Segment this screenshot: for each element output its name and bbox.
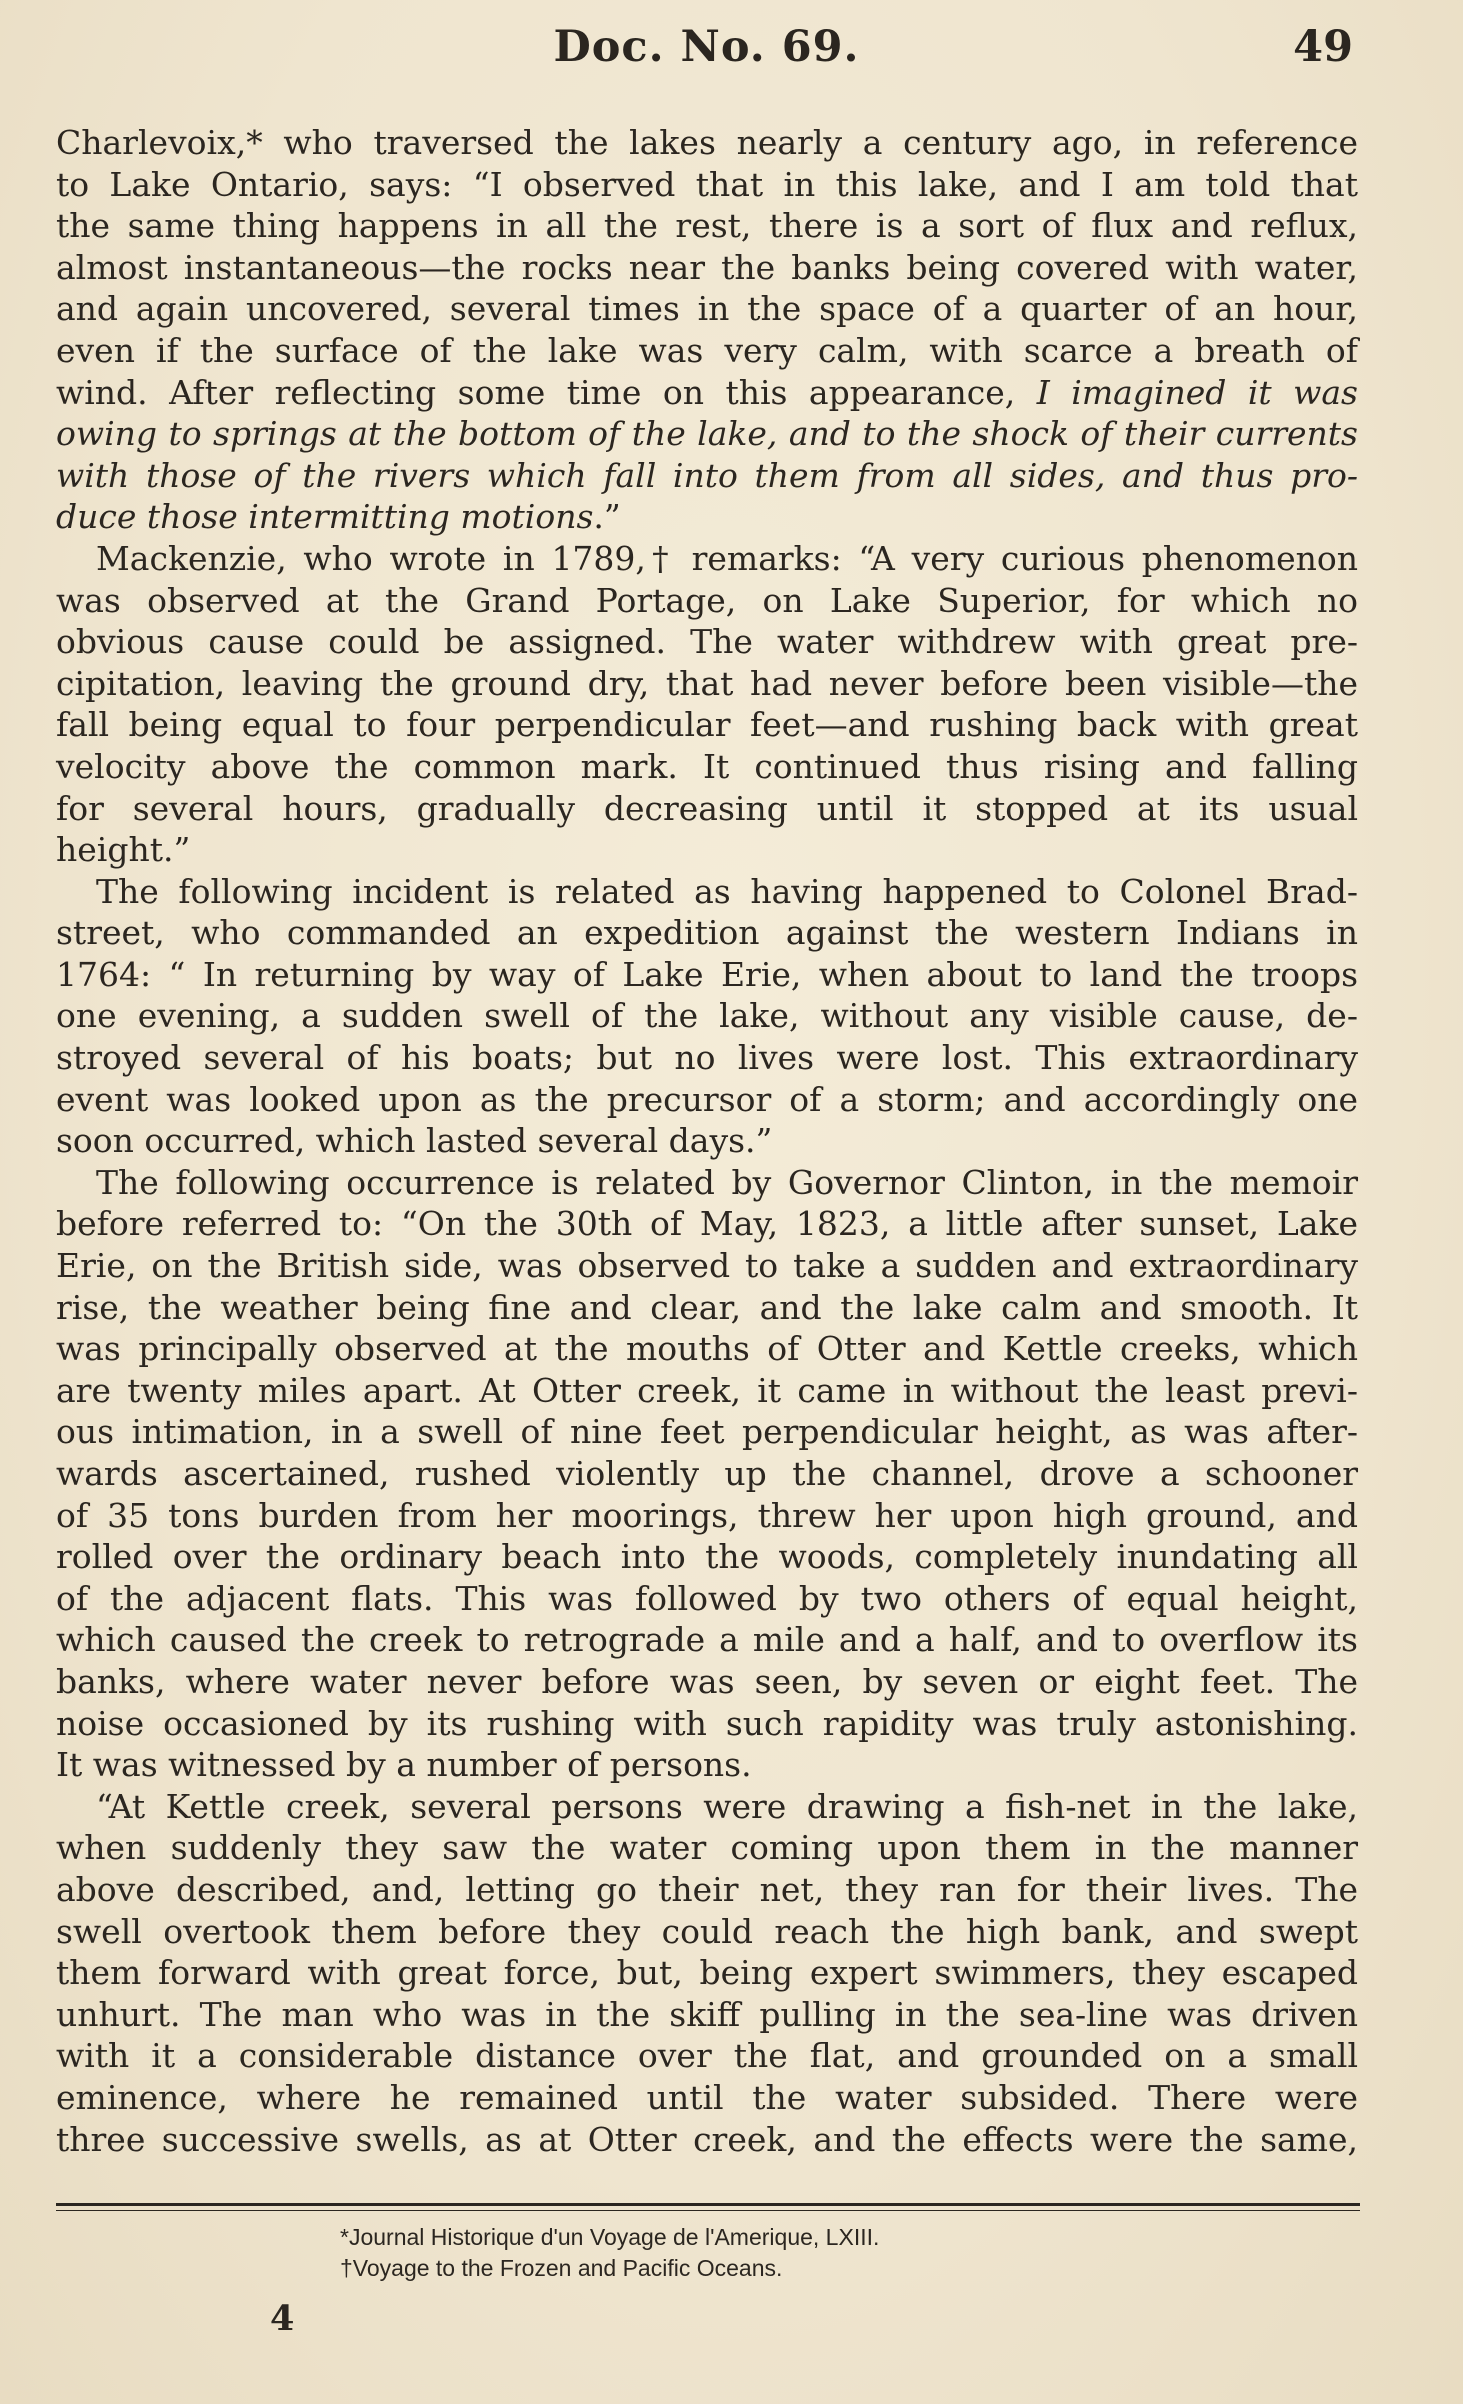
text-line [56, 372, 1358, 414]
text-line [56, 330, 1358, 372]
text-line [56, 954, 1358, 996]
text-segment: to Lake Ontario, says: “I observed that in this lake, and I am told that [56, 164, 1358, 204]
footnotes [340, 2222, 1240, 2284]
text-line [56, 2119, 1358, 2161]
text-segment: which caused the creek to retrograde a mile and a half, and to overflow its [56, 1620, 1358, 1660]
text-line [56, 1370, 1358, 1412]
text-line [56, 122, 1358, 164]
text-segment: are twenty miles apart. At Otter creek, it came in without the least previ- [56, 1370, 1358, 1410]
text-line [56, 496, 1358, 538]
text-segment: banks, where water never before was seen, by seven or eight feet. The [56, 1661, 1358, 1701]
text-line [56, 912, 1358, 954]
signature-mark: 4 [270, 2298, 295, 2339]
text-line [56, 1661, 1358, 1703]
text-segment: one evening, a sudden swell of the lake, without any visible cause, de- [56, 996, 1358, 1036]
text-segment: them forward with great force, but, being expert swimmers, they escaped [56, 1953, 1358, 1993]
text-line [56, 1578, 1358, 1620]
text-line [56, 1911, 1358, 1953]
text-line [56, 871, 1358, 913]
text-segment: was principally observed at the mouths of Otter and Kettle creeks, which [56, 1329, 1358, 1369]
text-segment: The following incident is related as having happened to Colonel Brad- [96, 871, 1358, 911]
text-line [56, 788, 1358, 830]
footnote-divider-thin [56, 2210, 1360, 2211]
text-line [56, 1245, 1358, 1287]
text-segment: Mackenzie, who wrote in 1789,† remarks: “A very curious phenomenon [96, 538, 1358, 578]
text-line [56, 995, 1358, 1037]
text-segment: wards ascertained, rushed violently up the channel, drove a schooner [56, 1454, 1358, 1493]
text-segment: three successive swells, as at Otter creek, and the effects were the same, [56, 2119, 1358, 2159]
text-line [56, 1079, 1358, 1121]
text-line [56, 1744, 1358, 1786]
text-line [56, 2077, 1358, 2119]
text-segment: The following occurrence is related by Governor Clinton, in the memoir [96, 1162, 1358, 1202]
text-line [56, 1203, 1358, 1245]
text-line [56, 829, 1358, 871]
italic-text: owing to springs at the bottom of the lake, and to the shock of their currents [56, 414, 1358, 454]
footnote-mackenzie: †Voyage to the Frozen and Pacific Oceans. [340, 2255, 783, 2281]
text-segment: almost instantaneous—the rocks near the banks being covered with water, [56, 247, 1358, 287]
text-segment: and again uncovered, several times in the space of a quarter of an hour, [56, 289, 1358, 329]
text-segment: swell overtook them before they could reach the high bank, and swept [56, 1911, 1358, 1951]
text-segment: .” [593, 497, 621, 537]
text-segment: obvious cause could be assigned. The water withdrew with great pre- [56, 622, 1358, 662]
text-line [56, 1619, 1358, 1661]
text-segment: the same thing happens in all the rest, there is a sort of flux and reflux, [56, 206, 1358, 246]
footnote-charlevoix: *Journal Historique d'un Voyage de l'Amerique, LXIII. [340, 2224, 880, 2250]
text-segment: eminence, where he remained until the water subsided. There were [56, 2077, 1358, 2117]
text-segment: stroyed several of his boats; but no lives were lost. This extraordinary [56, 1038, 1358, 1078]
text-segment: even if the surface of the lake was very calm, with scarce a breath of [56, 330, 1358, 370]
italic-text: with those of the rivers which fall into them from all sides, and thus pro- [56, 455, 1358, 495]
text-line [56, 704, 1358, 746]
text-segment: height.” [56, 830, 191, 870]
text-segment: unhurt. The man who was in the skiff pulling in the sea-line was driven [56, 1994, 1358, 2034]
text-segment: of the adjacent flats. This was followed by two others of equal height, [56, 1578, 1358, 1618]
text-segment: 1764: “ In returning by way of Lake Erie, when about to land the troops [56, 954, 1358, 994]
page-header [60, 22, 1353, 82]
text-line [56, 1536, 1358, 1578]
text-segment: before referred to: “On the 30th of May, 1823, a little after sunset, Lake [56, 1204, 1358, 1244]
text-line [56, 247, 1358, 289]
text-segment: with it a considerable distance over the flat, and grounded on a small [56, 2036, 1358, 2076]
text-line [56, 1994, 1358, 2036]
text-line [56, 746, 1358, 788]
text-segment: street, who commanded an expedition against the western Indians in [56, 913, 1358, 953]
text-line [56, 1453, 1358, 1495]
text-segment: of 35 tons burden from her moorings, threw her upon high ground, and [56, 1495, 1358, 1535]
text-line [56, 1328, 1358, 1370]
text-line [56, 580, 1358, 622]
text-line [56, 1869, 1358, 1911]
text-segment: rise, the weather being fine and clear, and the lake calm and smooth. It [56, 1287, 1358, 1327]
body-text [56, 122, 1358, 2160]
text-line [56, 164, 1358, 206]
text-segment: cipitation, leaving the ground dry, that had never before been visible—the [56, 663, 1358, 703]
text-line [56, 1495, 1358, 1537]
text-line [56, 1786, 1358, 1828]
text-segment: “At Kettle creek, several persons were drawing a fish-net in the lake, [96, 1786, 1358, 1826]
text-line [56, 1037, 1358, 1079]
document-number: Doc. No. 69. [553, 22, 860, 72]
text-segment: It was witnessed by a number of persons. [56, 1745, 752, 1785]
text-segment: for several hours, gradually decreasing until it stopped at its usual [56, 788, 1358, 828]
text-line [56, 413, 1358, 455]
text-line [56, 538, 1358, 580]
text-line [56, 663, 1358, 705]
text-line [56, 1827, 1358, 1869]
text-segment: fall being equal to four perpendicular feet—and rushing back with great [56, 705, 1358, 745]
text-line [56, 1952, 1358, 1994]
text-line [56, 621, 1358, 663]
text-line [56, 1703, 1358, 1745]
text-segment: wind. After reflecting some time on this appearance, [56, 372, 1037, 412]
text-line [56, 1120, 1358, 1162]
text-segment: event was looked upon as the precursor of a storm; and accordingly one [56, 1079, 1358, 1119]
text-segment: when suddenly they saw the water coming upon them in the manner [56, 1828, 1358, 1868]
page-number: 49 [1293, 22, 1353, 72]
text-line [56, 2035, 1358, 2077]
text-segment: above described, and, letting go their net, they ran for their lives. The [56, 1869, 1358, 1909]
text-line [56, 205, 1358, 247]
footnote-divider [56, 2203, 1360, 2206]
text-segment: Erie, on the British side, was observed to take a sudden and extraordinary [56, 1246, 1358, 1286]
text-segment: rolled over the ordinary beach into the woods, completely inundating all [56, 1537, 1358, 1577]
text-line [56, 288, 1358, 330]
text-line [56, 1287, 1358, 1329]
italic-text: I imagined it was [1036, 372, 1358, 412]
text-segment: ous intimation, in a swell of nine feet perpendicular height, as was after- [56, 1412, 1358, 1452]
text-segment: Charlevoix,* who traversed the lakes nearly a century ago, in reference [56, 123, 1358, 162]
text-line [56, 1162, 1358, 1204]
text-segment: was observed at the Grand Portage, on Lake Superior, for which no [56, 580, 1358, 620]
italic-text: duce those intermitting motions [56, 497, 594, 537]
text-segment: soon occurred, which lasted several days.” [56, 1121, 773, 1161]
text-segment: velocity above the common mark. It continued thus rising and falling [56, 746, 1358, 786]
text-line [56, 1411, 1358, 1453]
text-segment: noise occasioned by its rushing with such rapidity was truly astonishing. [56, 1703, 1358, 1743]
text-line [56, 455, 1358, 497]
